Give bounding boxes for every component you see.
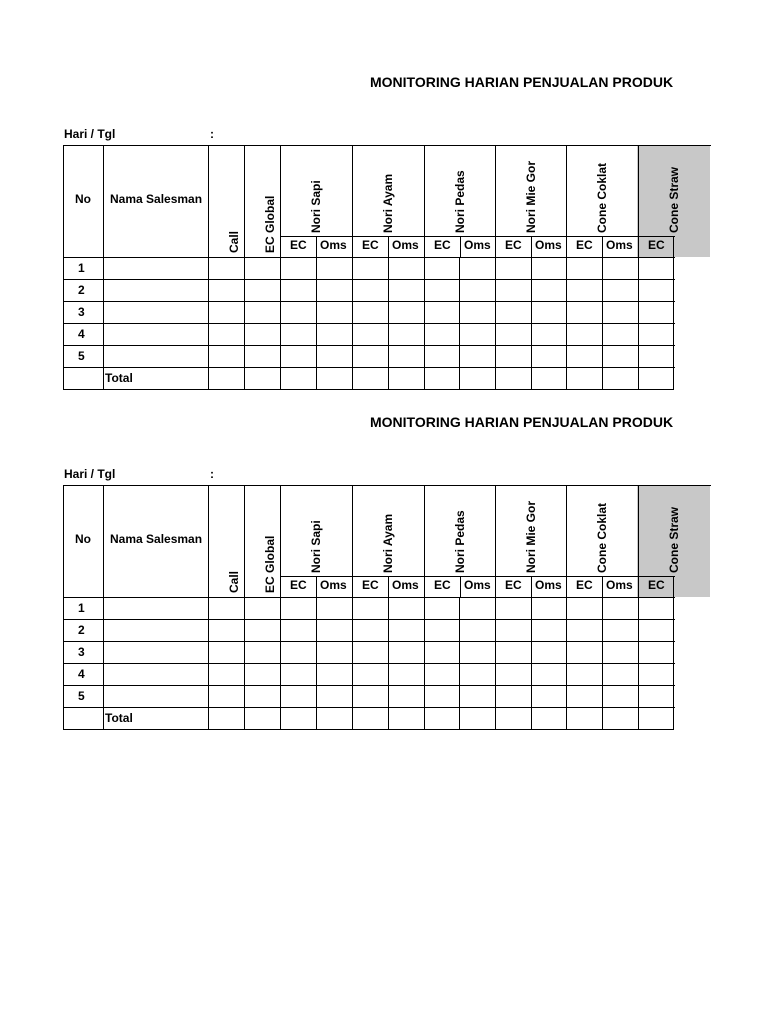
value-cell — [388, 663, 425, 686]
value-cell — [495, 279, 532, 302]
header-nama-salesman: Nama Salesman — [110, 192, 203, 206]
value-cell — [566, 641, 603, 664]
value-cell — [495, 597, 532, 620]
value-cell — [316, 619, 353, 642]
value-cell — [280, 597, 317, 620]
value-cell — [352, 301, 389, 324]
header-oms: Oms — [535, 578, 562, 592]
value-cell — [602, 707, 639, 730]
row-number: 2 — [78, 623, 85, 637]
value-cell — [316, 279, 353, 302]
row-number: 5 — [78, 349, 85, 363]
value-cell — [208, 597, 245, 620]
value-cell — [531, 301, 567, 324]
header-oms: Oms — [392, 578, 419, 592]
value-cell — [424, 619, 460, 642]
value-cell — [459, 641, 496, 664]
value-cell — [280, 707, 317, 730]
value-cell — [280, 257, 317, 280]
value-cell — [352, 257, 389, 280]
header-product-1: Nori Ayam — [381, 173, 395, 233]
header-product-3: Nori Mie Gor — [524, 500, 538, 573]
value-cell — [531, 663, 567, 686]
value-cell — [638, 301, 675, 324]
salesman-name-cell — [103, 641, 209, 664]
row-number: 4 — [78, 667, 85, 681]
value-cell — [244, 685, 281, 708]
value-cell — [208, 257, 245, 280]
value-cell — [459, 257, 496, 280]
value-cell — [459, 597, 496, 620]
value-cell — [531, 685, 567, 708]
value-cell — [638, 685, 675, 708]
header-call: Call — [227, 570, 241, 593]
value-cell — [602, 301, 639, 324]
header-oms: Oms — [535, 238, 562, 252]
value-cell — [566, 663, 603, 686]
salesman-name-cell — [103, 663, 209, 686]
header-ec-global: EC Global — [263, 535, 277, 593]
value-cell — [316, 301, 353, 324]
header-ec: EC — [576, 238, 593, 252]
header-product-2: Nori Pedas — [453, 510, 467, 573]
header-oms: Oms — [392, 238, 419, 252]
value-cell — [531, 279, 567, 302]
value-cell — [602, 279, 639, 302]
value-cell — [280, 685, 317, 708]
value-cell — [495, 257, 532, 280]
header-ec: EC — [648, 578, 665, 592]
salesman-name-cell — [103, 257, 209, 280]
hari-tgl-colon: : — [210, 467, 214, 481]
header-ec: EC — [290, 578, 307, 592]
value-cell — [388, 619, 425, 642]
header-oms: Oms — [464, 238, 491, 252]
value-cell — [388, 685, 425, 708]
value-cell — [566, 279, 603, 302]
salesman-name-cell — [103, 685, 209, 708]
value-cell — [566, 619, 603, 642]
header-oms: Oms — [606, 578, 633, 592]
value-cell — [602, 641, 639, 664]
header-ec: EC — [434, 578, 451, 592]
header-product-5: Cone Straw — [667, 166, 681, 233]
value-cell — [638, 257, 675, 280]
value-cell — [244, 707, 281, 730]
value-cell — [208, 663, 245, 686]
value-cell — [388, 597, 425, 620]
header-oms: Oms — [464, 578, 491, 592]
value-cell — [244, 279, 281, 302]
value-cell — [424, 641, 460, 664]
value-cell — [602, 663, 639, 686]
value-cell — [208, 707, 245, 730]
value-cell — [388, 301, 425, 324]
value-cell — [495, 641, 532, 664]
monitoring-sheet-2 — [0, 340, 768, 725]
value-cell — [495, 707, 532, 730]
value-cell — [352, 707, 389, 730]
value-cell — [352, 685, 389, 708]
value-cell — [280, 619, 317, 642]
value-cell — [638, 707, 675, 730]
value-cell — [495, 663, 532, 686]
header-ec: EC — [362, 578, 379, 592]
value-cell — [352, 597, 389, 620]
value-cell — [352, 641, 389, 664]
header-nama-salesman: Nama Salesman — [110, 532, 203, 546]
value-cell — [459, 685, 496, 708]
value-cell — [531, 597, 567, 620]
header-product-5: Cone Straw — [667, 506, 681, 573]
header-product-0: Nori Sapi — [309, 180, 323, 233]
value-cell — [244, 257, 281, 280]
header-oms: Oms — [320, 578, 347, 592]
value-cell — [244, 597, 281, 620]
value-cell — [388, 279, 425, 302]
header-product-4: Cone Coklat — [595, 502, 609, 573]
value-cell — [566, 301, 603, 324]
value-cell — [638, 641, 675, 664]
header-product-3: Nori Mie Gor — [524, 160, 538, 233]
value-cell — [424, 279, 460, 302]
header-product-4: Cone Coklat — [595, 162, 609, 233]
value-cell — [388, 257, 425, 280]
value-cell — [638, 597, 675, 620]
value-cell — [459, 707, 496, 730]
value-cell — [566, 257, 603, 280]
header-ec: EC — [290, 238, 307, 252]
value-cell — [424, 685, 460, 708]
value-cell — [316, 663, 353, 686]
value-cell — [495, 619, 532, 642]
header-no: No — [75, 192, 91, 206]
header-ec: EC — [505, 578, 522, 592]
value-cell — [638, 279, 675, 302]
hari-tgl-colon: : — [210, 127, 214, 141]
total-label: Total — [105, 371, 133, 385]
row-number: 4 — [78, 327, 85, 341]
value-cell — [388, 641, 425, 664]
value-cell — [280, 279, 317, 302]
header-ec: EC — [505, 238, 522, 252]
value-cell — [531, 257, 567, 280]
header-ec: EC — [362, 238, 379, 252]
value-cell — [638, 619, 675, 642]
table-bottom-border — [63, 729, 674, 730]
hari-tgl-label: Hari / Tgl — [64, 467, 116, 481]
value-cell — [316, 641, 353, 664]
sales-table — [0, 340, 768, 740]
header-oms: Oms — [320, 238, 347, 252]
header-product-2: Nori Pedas — [453, 170, 467, 233]
value-cell — [208, 301, 245, 324]
sheet-title: MONITORING HARIAN PENJUALAN PRODUK — [370, 414, 674, 430]
value-cell — [566, 597, 603, 620]
row-number: 2 — [78, 283, 85, 297]
value-cell — [316, 597, 353, 620]
value-cell — [459, 663, 496, 686]
header-no: No — [75, 532, 91, 546]
header-ec: EC — [648, 238, 665, 252]
salesman-name-cell — [103, 619, 209, 642]
value-cell — [602, 257, 639, 280]
value-cell — [638, 663, 675, 686]
value-cell — [424, 707, 460, 730]
value-cell — [459, 301, 496, 324]
value-cell — [424, 257, 460, 280]
value-cell — [424, 301, 460, 324]
value-cell — [352, 279, 389, 302]
value-cell — [280, 301, 317, 324]
table-right-border — [673, 576, 674, 730]
value-cell — [602, 597, 639, 620]
header-ec-global: EC Global — [263, 195, 277, 253]
monitoring-sheet-1 — [0, 0, 768, 385]
value-cell — [352, 619, 389, 642]
value-cell — [602, 619, 639, 642]
salesman-name-cell — [103, 597, 209, 620]
value-cell — [208, 279, 245, 302]
value-cell — [531, 707, 567, 730]
value-cell — [459, 619, 496, 642]
value-cell — [244, 641, 281, 664]
value-cell — [280, 641, 317, 664]
header-product-1: Nori Ayam — [381, 513, 395, 573]
value-cell — [531, 641, 567, 664]
header-product-0: Nori Sapi — [309, 520, 323, 573]
header-oms: Oms — [606, 238, 633, 252]
header-call: Call — [227, 230, 241, 253]
value-cell — [424, 597, 460, 620]
value-cell — [316, 685, 353, 708]
hari-tgl-label: Hari / Tgl — [64, 127, 116, 141]
value-cell — [459, 279, 496, 302]
table-viewport — [0, 340, 681, 740]
header-ec: EC — [576, 578, 593, 592]
value-cell — [531, 619, 567, 642]
row-number: 3 — [78, 305, 85, 319]
value-cell — [208, 685, 245, 708]
value-cell — [244, 301, 281, 324]
value-cell — [316, 707, 353, 730]
row-number: 3 — [78, 645, 85, 659]
value-cell — [495, 685, 532, 708]
value-cell — [244, 619, 281, 642]
salesman-name-cell — [103, 279, 209, 302]
value-cell — [495, 301, 532, 324]
sheet-title: MONITORING HARIAN PENJUALAN PRODUK — [370, 74, 674, 90]
salesman-name-cell — [103, 301, 209, 324]
value-cell — [244, 663, 281, 686]
value-cell — [316, 257, 353, 280]
row-number: 5 — [78, 689, 85, 703]
row-number-cell — [63, 707, 104, 730]
value-cell — [208, 641, 245, 664]
value-cell — [352, 663, 389, 686]
value-cell — [424, 663, 460, 686]
value-cell — [280, 663, 317, 686]
row-number: 1 — [78, 261, 85, 275]
value-cell — [566, 685, 603, 708]
total-label: Total — [105, 711, 133, 725]
header-ec: EC — [434, 238, 451, 252]
value-cell — [602, 685, 639, 708]
row-number: 1 — [78, 601, 85, 615]
value-cell — [208, 619, 245, 642]
value-cell — [388, 707, 425, 730]
value-cell — [566, 707, 603, 730]
